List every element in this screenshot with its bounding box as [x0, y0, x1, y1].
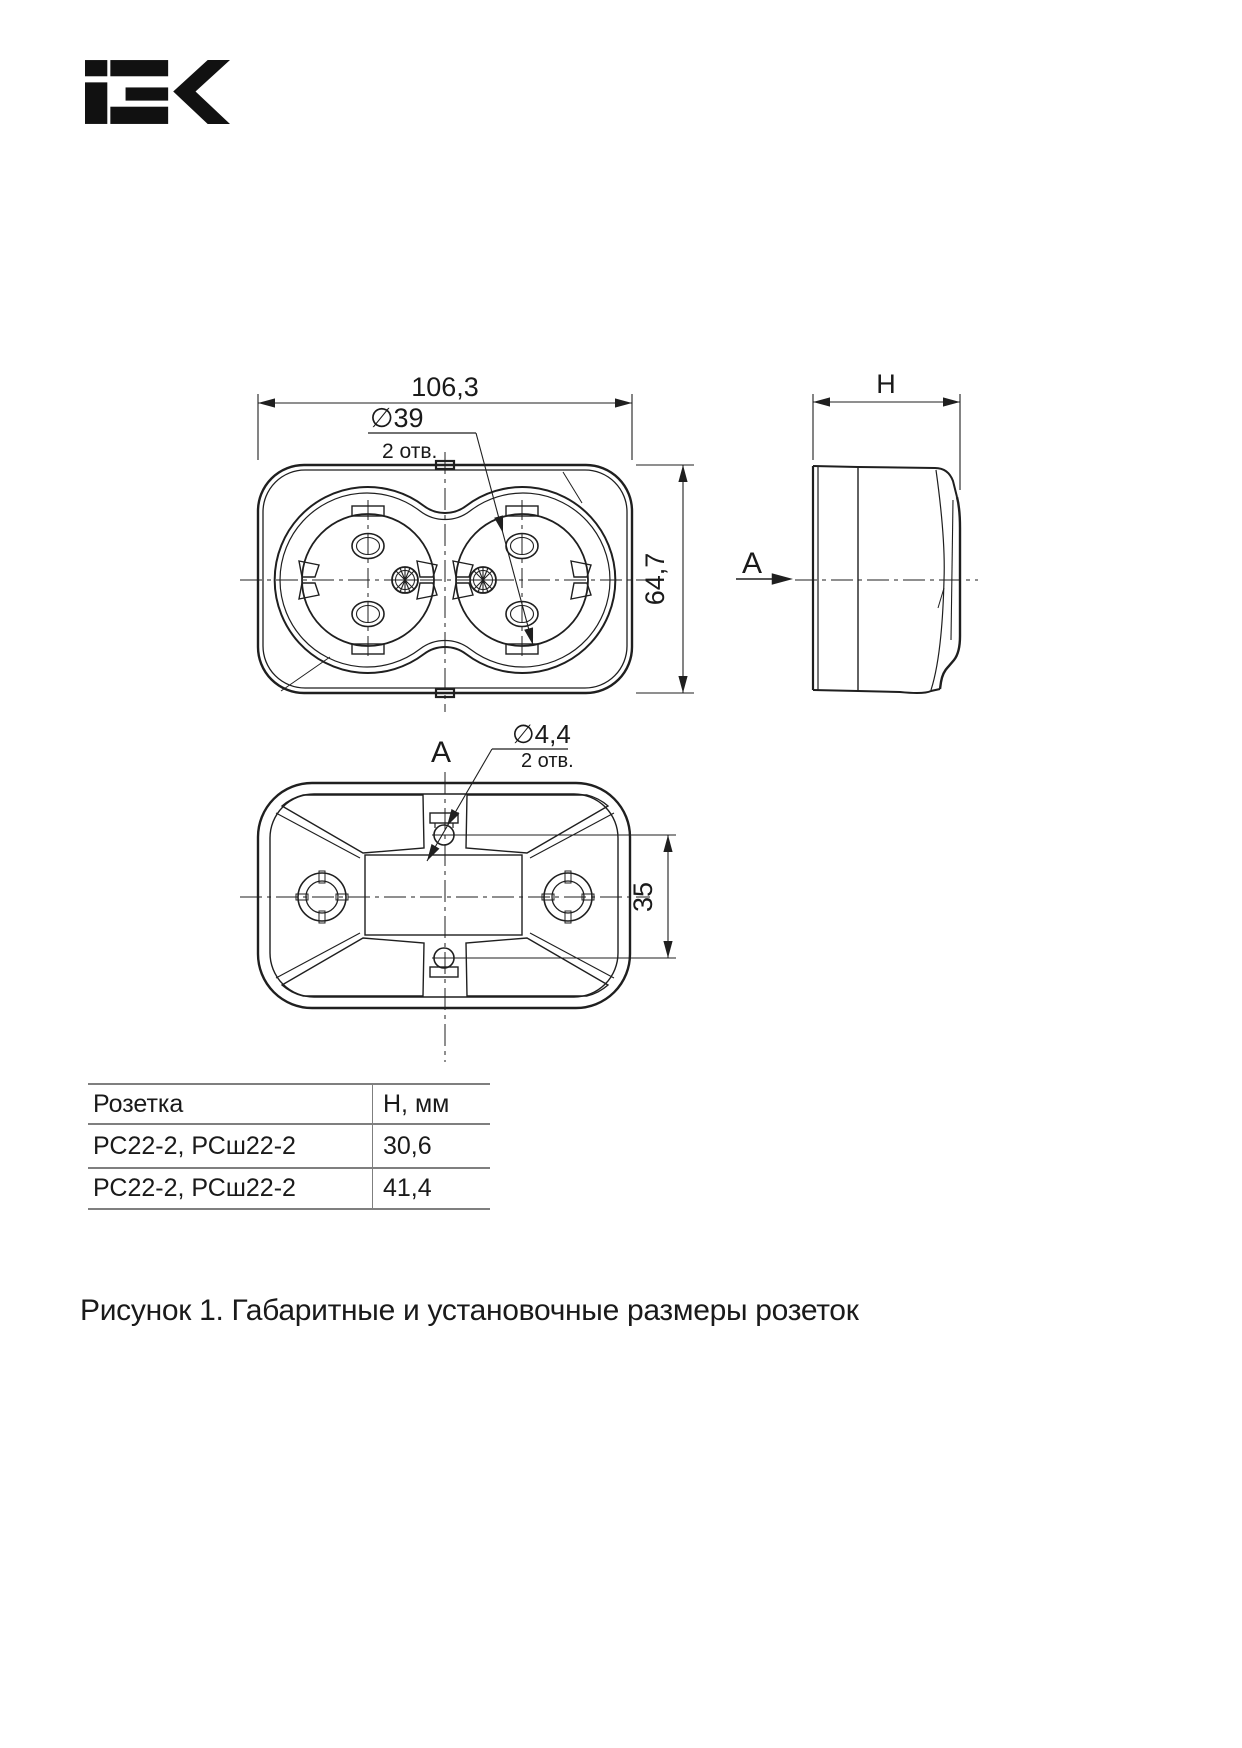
front-hole-diameter-label: ∅39: [370, 403, 424, 433]
section-arrow-label: A: [741, 547, 763, 580]
bottom-panel-bottom-left: [282, 938, 424, 996]
section-arrow-head: [772, 573, 793, 585]
table-cell-model: РС22-2, РСш22-2: [93, 1131, 296, 1160]
mount-hole-qty-label: 2 отв.: [521, 750, 574, 772]
bottom-panel-top-left: [282, 795, 424, 853]
bottom-rib-top-left: [276, 813, 360, 858]
table-row: [88, 1169, 490, 1208]
bottom-rib-bottom-right: [530, 933, 614, 978]
table-header-row: [88, 1085, 490, 1125]
bottom-rib-bottom-left: [276, 933, 360, 978]
mount-hole-diameter-label: ∅4,4: [512, 719, 571, 749]
front-corner-leader-bottom-left: [281, 657, 330, 691]
side-view: [795, 466, 978, 693]
figure-caption: Рисунок 1. Габаритные и установочные размеры розеток: [80, 1294, 859, 1327]
socket-height-table: [88, 1083, 490, 1210]
bottom-panel-bottom-right: [466, 938, 608, 996]
bottom-view-label: A: [430, 736, 452, 769]
table-cell-h: 41,4: [372, 1169, 490, 1208]
bottom-outer-body: [258, 783, 630, 1008]
side-top-edge: [813, 466, 957, 497]
side-face-edge: [951, 500, 953, 640]
front-width-dimension: 106,3: [411, 372, 479, 402]
table-cell-model: РС22-2, РСш22-2: [93, 1174, 296, 1202]
front-height-dimension: 64,7: [640, 552, 670, 606]
side-view-dimensions: [736, 369, 960, 585]
bottom-center-box: [365, 855, 522, 935]
mount-hole-bottom: [430, 948, 458, 977]
bottom-panel-top-right: [466, 795, 608, 853]
side-bottom-edge: [813, 689, 940, 693]
front-view: [240, 452, 650, 712]
side-depth-dimension: H: [876, 369, 896, 399]
table-cell-h: 30,6: [372, 1125, 490, 1167]
bottom-view: [240, 772, 650, 1062]
table-header-socket: Розетка: [93, 1089, 184, 1118]
table-row: [88, 1125, 490, 1169]
front-hole-qty-label: 2 отв.: [382, 440, 438, 463]
bottom-view-dimensions: [423, 719, 676, 958]
mount-spacing-dimension: 35: [628, 881, 658, 913]
table-header-h: Н, мм: [372, 1085, 490, 1123]
